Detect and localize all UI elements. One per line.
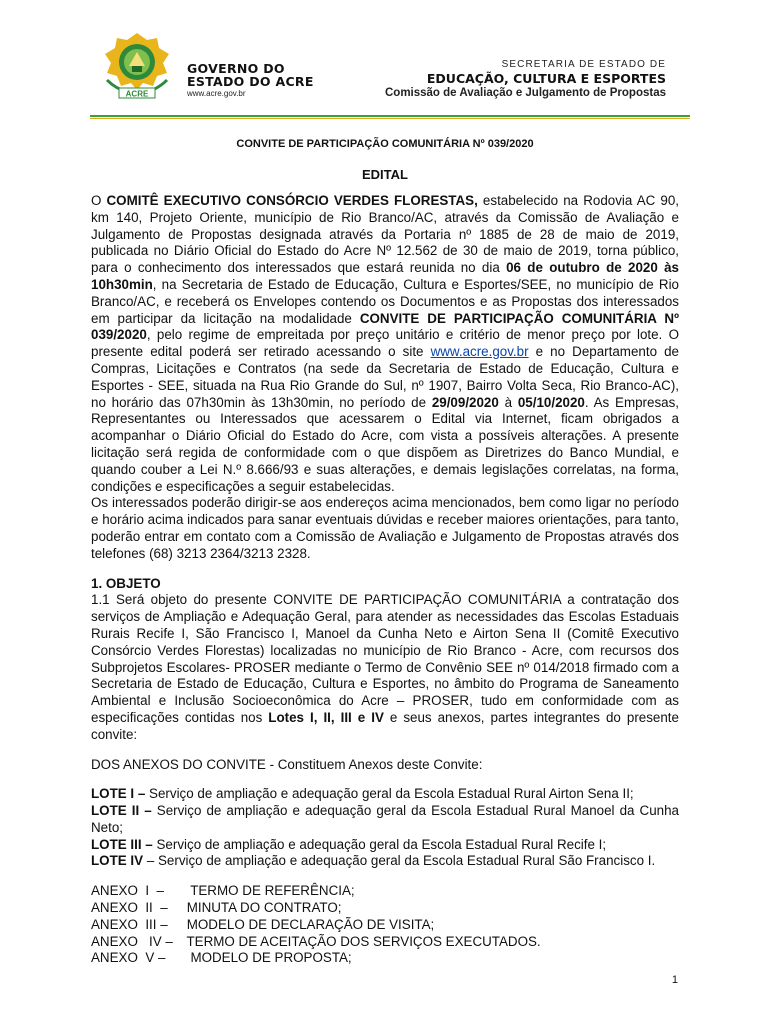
page-number: 1 xyxy=(671,974,678,986)
logo-label: ACRE xyxy=(125,89,149,99)
gov-line-1: GOVERNO DO xyxy=(187,61,285,76)
edital-heading: EDITAL xyxy=(362,167,408,182)
convite-title: CONVITE DE PARTICIPAÇÃO COMUNITÁRIA Nº 039/2020 xyxy=(236,138,534,150)
intro-paragraph: O COMITÊ EXECUTIVO CONSÓRCIO VERDES FLORESTAS, estabelecido na Rodovia AC 90, km 140, Projeto Oriente, município de Rio Branco/AC, através da Comissão de Avaliação e Julgamento de Propostas designada através da Portaria nº 1885 de 28 de maio de 2019, publicada no Diário Oficial do Estado do Acre Nº 12.562 de 30 de maio de 2019, torna público, para o conhecimento dos interessados que estará reunida no dia 06 de outubro de 2020 às 10h30min, na Secretaria de Estado de Educação, Cultura e Esportes/SEE, no município de Rio Branco/AC, e receberá os Envelopes contendo os Documentos e as Propostas dos interessados em participar da licitação na modalidade CONVITE DE PARTICIPAÇÃO COMUNITÁRIA Nº 039/2020, pelo regime de empreitada por preço unitário e critério de menor preço por lote. O presente edital poderá ser retirado acessando o site www.acre.gov.br e no Departamento de Compras, Licitações e Contratos (na sede da Secretaria de Estado de Educação, Cultura e Esportes - SEE, situada na Rua Rio Grande do Sul, nº 1907, Bairro Volta Seca, Rio Branco-AC), no horário das 07h30min às 13h30min, no período de 29/09/2020 à 05/10/2020. As Empresas, Representantes ou Interessados que acessarem o Edital via Internet, ficam obrigados a acompanhar o Diário Oficial do Estado do Acre, com vista a possíveis alterações. A presente licitação será regida de conformidade com o que dispõem as Diretrizes do Banco Mundial, e quando couber a Lei N.º 8.666/93 e suas alterações, e demais legislações correlatas, na forma, condições e especificações a seguir estabelecidas. xyxy=(91,193,680,494)
secretariat-line-1: SECRETARIA DE ESTADO DE xyxy=(501,59,666,70)
commission-name: Comissão de Avaliação e Julgamento de Propostas xyxy=(385,87,666,99)
anexo-item: ANEXO II – MINUTA DO CONTRATO; xyxy=(91,900,342,916)
objeto-paragraph: 1.1 Será objeto do presente CONVITE DE PARTICIPAÇÃO COMUNITÁRIA a contratação dos serviços de Ampliação e Adequação Geral, para atender as necessidades das Escolas Estaduais Rurais Recife I, São Francisco I, Manoel da Cunha Neto e Airton Sena II (Comitê Executivo Consórcio Verdes Florestas) localizadas no município de Rio Branco - Acre, com recursos dos Subprojetos Escolares- PROSER mediante o Termo de Convênio SEE nº 014/2018 firmado com a Secretaria de Estado de Educação, Cultura e Esportes, no âmbito do Programa de Saneamento Ambiental e Inclusão Socioeconômica do Acre – PROSER, tudo em conformidade com as especificações contidas nos Lotes I, II, III e IV e seus anexos, partes integrantes do presente convite: xyxy=(91,592,679,742)
gov-site: www.acre.gov.br xyxy=(187,89,246,98)
anexo-item: ANEXO V – MODELO DE PROPOSTA; xyxy=(91,950,352,966)
anexo-item: ANEXO IV – TERMO DE ACEITAÇÃO DOS SERVIÇOS EXECUTADOS. xyxy=(91,933,541,949)
objeto-heading: 1. OBJETO xyxy=(91,575,161,591)
lote-item: LOTE III – Serviço de ampliação e adequação geral da Escola Estadual Rural Recife I; xyxy=(91,836,607,852)
acre-site-link[interactable]: www.acre.gov.br xyxy=(430,344,529,360)
anexo-item: ANEXO I – TERMO DE REFERÊNCIA; xyxy=(91,883,355,899)
anexos-intro: DOS ANEXOS DO CONVITE - Constituem Anexos deste Convite: xyxy=(91,756,483,772)
acre-coat-of-arms-logo xyxy=(99,30,175,106)
secretariat-line-2: EDUCAÇÃO, CULTURA E ESPORTES xyxy=(426,71,666,86)
lote-item: LOTE II – Serviço de ampliação e adequação geral da Escola Estadual Rural Manoel da Cunha Neto; xyxy=(91,803,679,835)
document-body xyxy=(91,193,679,967)
header-divider-gold xyxy=(90,118,690,119)
contact-paragraph: Os interessados poderão dirigir-se aos endereços acima mencionados, bem como ligar no período e horário acima indicados para sanar eventuais dúvidas e receber maiores orientações, para tanto, poderão entrar em contato com a Comissão de Avaliação e Julgamento de Propostas através dos telefones (68) 3213 2364/3213 2328. xyxy=(91,495,679,561)
lote-item: LOTE I – Serviço de ampliação e adequação geral da Escola Estadual Rural Airton Sena II; xyxy=(91,786,634,802)
lote-item: LOTE IV – Serviço de ampliação e adequação geral da Escola Estadual Rural São Francisco I. xyxy=(91,853,656,869)
gov-line-2: ESTADO DO ACRE xyxy=(187,74,314,89)
government-title-block xyxy=(187,62,314,99)
anexo-item: ANEXO III – MODELO DE DECLARAÇÃO DE VISITA; xyxy=(91,916,435,932)
header-divider-green xyxy=(90,115,690,117)
secretariat-title-block xyxy=(385,58,666,100)
